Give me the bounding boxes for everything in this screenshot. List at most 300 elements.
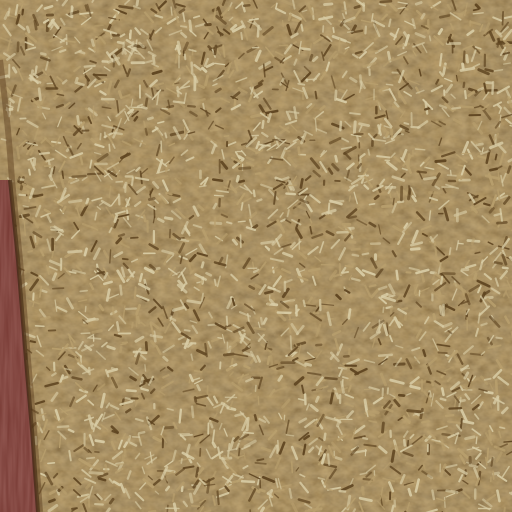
carpet-fiber: [36, 326, 44, 327]
carpet-fiber: [352, 249, 360, 250]
carpet-fiber: [190, 21, 191, 31]
carpet-fiber: [441, 399, 446, 400]
carpet-fiber: [261, 508, 263, 512]
carpet-fiber: [78, 116, 79, 124]
carpet-fiber: [213, 180, 222, 181]
carpet-fiber: [51, 227, 56, 228]
carpet-fiber: [304, 301, 305, 306]
carpet-fiber: [479, 88, 483, 90]
carpet-fiber: [435, 242, 436, 254]
carpet-fiber: [461, 419, 462, 429]
carpet-fiber: [145, 365, 146, 371]
carpet-fiber: [80, 291, 87, 292]
carpet-fiber: [178, 87, 179, 96]
carpet-fiber: [81, 333, 90, 334]
carpet-fiber: [192, 407, 193, 417]
carpet-fiber: [323, 26, 324, 32]
carpet-fiber: [290, 489, 292, 498]
carpet-fiber: [48, 463, 55, 464]
carpet-fiber: [190, 494, 192, 502]
carpet-fiber: [9, 9, 10, 16]
carpet-fiber: [452, 108, 460, 109]
carpet-fiber: [354, 122, 355, 133]
carpet-fiber: [443, 434, 450, 435]
carpet-fiber: [363, 488, 364, 495]
carpet-fiber: [381, 1, 391, 2]
carpet-fiber: [450, 408, 462, 409]
carpet-fiber: [463, 64, 464, 69]
carpet-fiber: [185, 55, 186, 60]
carpet-fiber: [487, 448, 488, 460]
carpet-fiber: [290, 328, 291, 333]
carpet-fiber: [253, 226, 256, 228]
carpet-fiber: [64, 28, 75, 29]
carpet-fiber: [316, 345, 321, 346]
carpet-fiber: [383, 423, 384, 432]
carpet-fiber: [349, 310, 350, 319]
carpet-fiber: [445, 498, 446, 508]
carpet-fiber: [260, 490, 264, 491]
carpet-fiber: [96, 441, 104, 442]
carpet-fiber: [409, 190, 410, 199]
carpet-fiber: [393, 198, 394, 204]
carpet-fiber: [309, 509, 321, 511]
carpet-fiber: [418, 172, 426, 173]
carpet-fiber: [458, 243, 463, 244]
carpet-fiber: [309, 269, 319, 271]
carpet-fiber: [432, 381, 433, 385]
carpet-fiber: [153, 56, 154, 63]
carpet-fiber: [34, 195, 42, 197]
carpet-fiber: [41, 317, 49, 319]
carpet-fiber: [108, 347, 115, 349]
carpet-fiber: [388, 388, 389, 393]
carpet-fiber: [486, 90, 497, 91]
carpet-fiber: [485, 379, 491, 380]
carpet-fiber: [239, 449, 240, 456]
carpet-fiber: [52, 142, 60, 143]
carpet-fiber: [262, 242, 273, 244]
carpet-fiber: [85, 66, 95, 67]
carpet-fiber: [368, 412, 379, 413]
carpet-fiber: [180, 410, 181, 423]
carpet-fiber: [268, 357, 269, 364]
carpet-fiber: [422, 275, 424, 282]
carpet-fiber: [365, 27, 366, 34]
carpet-fiber: [80, 52, 85, 54]
carpet-fiber: [23, 192, 28, 193]
carpet-fiber: [500, 427, 505, 428]
carpet-fiber: [50, 176, 52, 180]
carpet-fiber: [41, 290, 46, 292]
carpet-fiber: [498, 222, 507, 223]
carpet-fiber: [447, 491, 457, 493]
carpet-fiber: [448, 422, 460, 424]
carpet-fiber: [191, 354, 192, 360]
carpet-fiber: [411, 386, 420, 388]
carpet-fiber: [123, 259, 128, 260]
carpet-fiber: [397, 271, 398, 280]
carpet-fiber: [127, 200, 129, 205]
carpet-fiber: [278, 441, 279, 451]
carpet-fiber: [446, 415, 453, 416]
carpet-fiber: [299, 148, 300, 154]
carpet-fiber: [441, 277, 442, 284]
carpet-fiber: [200, 86, 204, 88]
carpet-fiber: [53, 288, 64, 289]
carpet-fiber: [256, 386, 257, 392]
carpet-fiber: [324, 434, 325, 440]
carpet-fiber: [165, 427, 173, 428]
carpet-fiber: [495, 214, 501, 216]
carpet-fiber: [57, 94, 63, 95]
carpet-fiber: [112, 368, 116, 370]
carpet-fiber: [118, 42, 123, 43]
carpet-fiber: [355, 6, 359, 7]
carpet-fiber: [62, 171, 63, 178]
carpet-fiber: [195, 371, 202, 372]
carpet-fiber: [346, 266, 353, 267]
carpet-fiber: [85, 249, 87, 255]
carpet-fiber: [439, 353, 447, 354]
carpet-fiber: [258, 26, 259, 37]
carpet-fiber: [192, 63, 193, 74]
carpet-fiber: [291, 336, 292, 349]
carpet-fiber: [423, 350, 425, 356]
carpet-fiber: [271, 356, 272, 364]
carpet-fiber: [292, 462, 293, 473]
carpet-fiber: [78, 83, 84, 85]
carpet-fiber: [430, 36, 431, 40]
carpet-fiber: [119, 92, 121, 98]
carpet-fiber: [117, 322, 118, 330]
carpet-fiber: [424, 178, 435, 179]
carpet-fiber: [360, 124, 369, 126]
carpet-fiber: [370, 204, 375, 205]
carpet-fiber: [411, 127, 419, 128]
carpet-fiber: [2, 139, 7, 140]
carpet-fiber: [90, 473, 102, 474]
carpet-fiber: [404, 123, 408, 124]
carpet-fiber: [99, 479, 105, 481]
carpet-fiber: [95, 25, 103, 26]
carpet-fiber: [123, 456, 124, 460]
carpet-fiber: [383, 206, 392, 207]
carpet-fiber: [258, 200, 262, 201]
carpet-fiber: [353, 255, 359, 256]
carpet-fiber: [126, 309, 136, 310]
carpet-fiber: [189, 378, 190, 383]
carpet-fiber: [460, 106, 473, 107]
carpet-fiber: [300, 48, 309, 49]
carpet-fiber: [466, 437, 474, 439]
carpet-fiber: [119, 234, 124, 236]
carpet-fiber: [326, 378, 337, 379]
carpet-fiber: [244, 432, 254, 433]
carpet-fiber: [70, 201, 82, 203]
carpet-fiber: [302, 25, 303, 31]
carpet-fiber: [224, 354, 233, 355]
carpet-fiber: [261, 318, 262, 324]
carpet-fiber: [255, 463, 265, 464]
carpet-fiber: [349, 217, 356, 218]
carpet-fiber: [476, 437, 477, 444]
carpet-fiber: [306, 364, 311, 365]
carpet-fiber: [218, 491, 219, 504]
carpet-fiber: [120, 286, 121, 295]
carpet-fiber: [348, 32, 353, 33]
carpet-fiber: [202, 263, 203, 268]
carpet-fiber: [203, 104, 204, 109]
carpet-fiber: [135, 287, 136, 297]
carpet-fiber: [239, 181, 244, 182]
carpet-fiber: [467, 55, 468, 62]
carpet-fiber: [368, 150, 369, 155]
carpet-fiber: [255, 328, 265, 329]
carpet-fiber: [241, 33, 242, 39]
carpet-fiber: [314, 313, 318, 314]
carpet-fiber: [120, 347, 121, 352]
carpet-fiber: [379, 355, 392, 356]
carpet-fiber: [39, 422, 40, 427]
carpet-fiber: [149, 199, 154, 200]
carpet-fiber: [162, 109, 167, 110]
carpet-fiber: [124, 50, 126, 54]
carpet-fiber: [34, 159, 35, 165]
carpet-fiber: [298, 84, 304, 85]
carpet-fiber: [174, 102, 184, 103]
carpet-fiber: [263, 121, 264, 128]
carpet-fiber: [350, 113, 360, 114]
carpet-fiber: [289, 112, 298, 113]
carpet-fiber: [256, 173, 260, 174]
carpet-fiber: [144, 216, 145, 221]
carpet-fiber: [416, 149, 425, 150]
carpet-fiber: [440, 307, 441, 315]
carpet-fiber: [181, 435, 192, 436]
carpet-fiber: [329, 391, 342, 392]
carpet-fiber: [139, 432, 144, 433]
carpet-fiber: [227, 317, 228, 326]
carpet-fiber: [109, 25, 111, 29]
carpet-fiber: [58, 426, 68, 427]
carpet-fiber: [498, 39, 500, 47]
carpet-fiber: [31, 71, 32, 80]
carpet-fiber: [434, 315, 435, 320]
carpet-fiber: [165, 133, 166, 137]
carpet-fiber: [132, 323, 133, 328]
carpet-fiber: [28, 191, 29, 201]
carpet-fiber: [113, 307, 114, 313]
carpet-fiber: [90, 338, 101, 339]
carpet-fiber: [106, 465, 107, 473]
carpet-fiber: [340, 122, 341, 130]
carpet-fiber: [109, 144, 110, 151]
carpet-fiber: [215, 46, 216, 54]
carpet-fiber: [411, 249, 419, 250]
carpet-fiber: [265, 292, 272, 294]
carpet-fiber: [325, 4, 332, 5]
carpet-fiber: [142, 107, 146, 108]
carpet-fiber: [503, 12, 504, 25]
carpet-fiber: [132, 178, 133, 185]
carpet-fiber: [422, 14, 424, 18]
carpet-fiber: [87, 199, 88, 203]
carpet-fiber: [100, 134, 101, 140]
carpet-fiber: [285, 185, 296, 186]
carpet-fiber: [200, 186, 207, 187]
carpet-fiber: [402, 308, 407, 309]
carpet-fiber: [492, 458, 493, 466]
carpet-fiber: [138, 317, 139, 323]
carpet-fiber: [117, 464, 124, 465]
carpet-fiber: [496, 338, 501, 339]
carpet-fiber: [69, 251, 81, 252]
carpet-fiber: [110, 250, 111, 263]
carpet-fiber: [422, 421, 429, 422]
carpet-fiber: [218, 338, 222, 339]
carpet-fiber: [342, 272, 348, 273]
carpet-fiber: [94, 75, 107, 76]
carpet-fiber: [181, 459, 182, 463]
carpet-fiber: [37, 239, 38, 244]
carpet-fiber: [85, 307, 86, 312]
carpet-fiber: [24, 223, 25, 236]
carpet-fiber: [226, 325, 231, 326]
carpet-fiber: [316, 397, 318, 401]
carpet-fiber: [124, 183, 126, 187]
carpet-fiber: [174, 504, 175, 511]
carpet-fiber: [336, 458, 341, 460]
carpet-fiber: [293, 20, 299, 21]
carpet-fiber: [254, 191, 255, 197]
carpet-fiber: [337, 232, 348, 233]
carpet-fiber: [196, 468, 198, 477]
carpet-fiber: [432, 491, 434, 500]
carpet-fiber: [408, 155, 409, 168]
carpet-fiber: [375, 196, 378, 199]
carpet-fiber: [18, 177, 19, 181]
carpet-fiber: [340, 491, 346, 492]
carpet-fiber: [211, 130, 218, 131]
carpet-fiber: [227, 222, 232, 223]
carpet-fiber: [151, 335, 162, 337]
carpet-fiber: [213, 443, 215, 447]
carpet-fiber: [442, 388, 443, 394]
carpet-fiber: [486, 70, 493, 72]
carpet-fiber: [198, 99, 205, 101]
carpet-fiber: [28, 251, 32, 252]
carpet-fiber: [340, 90, 345, 92]
carpet-fiber: [386, 84, 392, 85]
carpet-fiber: [97, 272, 104, 274]
carpet-fiber: [29, 170, 30, 175]
carpet-fiber: [140, 274, 142, 281]
carpet-fiber: [496, 381, 497, 394]
carpet-fiber: [436, 161, 445, 162]
carpet-fiber: [50, 500, 55, 502]
carpet-fiber: [93, 331, 102, 333]
carpet-fiber: [349, 196, 350, 201]
carpet-fiber: [188, 106, 195, 107]
carpet-fiber: [331, 201, 343, 202]
carpet-fiber: [356, 52, 362, 54]
carpet-fiber: [181, 26, 186, 27]
carpet-fiber: [492, 82, 493, 94]
carpet-fiber: [228, 444, 229, 456]
carpet-fiber: [13, 68, 16, 72]
carpet-fiber: [461, 368, 470, 369]
carpet-fiber: [289, 314, 290, 319]
carpet-fiber: [389, 20, 390, 27]
carpet-fiber: [191, 343, 195, 344]
carpet-fiber: [40, 153, 49, 154]
carpet-fiber: [137, 1, 138, 5]
carpet-fiber: [493, 471, 494, 479]
carpet-fiber: [27, 27, 29, 32]
carpet-fiber: [495, 262, 502, 263]
carpet-fiber: [463, 421, 473, 423]
carpet-fiber: [35, 236, 36, 242]
carpet-fiber: [370, 285, 376, 286]
carpet-fiber: [336, 156, 337, 161]
carpet-fiber: [465, 91, 466, 98]
carpet-fiber: [87, 458, 94, 459]
carpet-fiber: [39, 89, 40, 100]
carpet-fiber: [258, 397, 259, 405]
carpet-fiber: [377, 156, 389, 157]
carpet-fiber: [508, 167, 510, 173]
carpet-fiber: [464, 52, 465, 63]
carpet-fiber: [383, 307, 384, 312]
carpet-fiber: [192, 506, 200, 507]
carpet-fiber: [240, 168, 250, 169]
carpet-fiber: [359, 176, 368, 177]
carpet-fiber: [141, 411, 148, 412]
carpet-fiber: [22, 10, 23, 15]
carpet-fiber: [255, 415, 256, 420]
carpet-fiber: [166, 167, 167, 172]
carpet-fiber: [237, 176, 238, 181]
carpet-fiber: [187, 239, 200, 240]
carpet-fiber: [450, 248, 451, 254]
carpet-fiber: [286, 435, 293, 436]
carpet-fiber: [440, 54, 441, 66]
carpet-fiber: [53, 349, 63, 350]
carpet-fiber: [272, 368, 276, 370]
carpet-fiber: [363, 253, 369, 254]
carpet-fiber: [242, 481, 254, 482]
carpet-fiber: [485, 392, 492, 393]
carpet-fiber: [504, 508, 505, 512]
carpet-fiber: [474, 9, 479, 10]
carpet-fiber: [451, 171, 452, 176]
carpet-fiber: [493, 473, 498, 474]
carpet-fiber: [503, 268, 508, 269]
carpet-fiber: [430, 392, 431, 397]
carpet-fiber: [408, 411, 420, 412]
carpet-fiber: [188, 301, 201, 303]
carpet-fiber: [475, 252, 480, 253]
carpet-fiber: [350, 241, 355, 242]
carpet-fiber: [416, 3, 421, 5]
carpet-fiber: [391, 307, 392, 313]
carpet-fiber: [224, 136, 228, 137]
carpet-fiber: [19, 195, 25, 196]
carpet-fiber: [115, 216, 117, 222]
carpet-fiber: [289, 15, 291, 20]
carpet-fiber: [215, 280, 216, 286]
